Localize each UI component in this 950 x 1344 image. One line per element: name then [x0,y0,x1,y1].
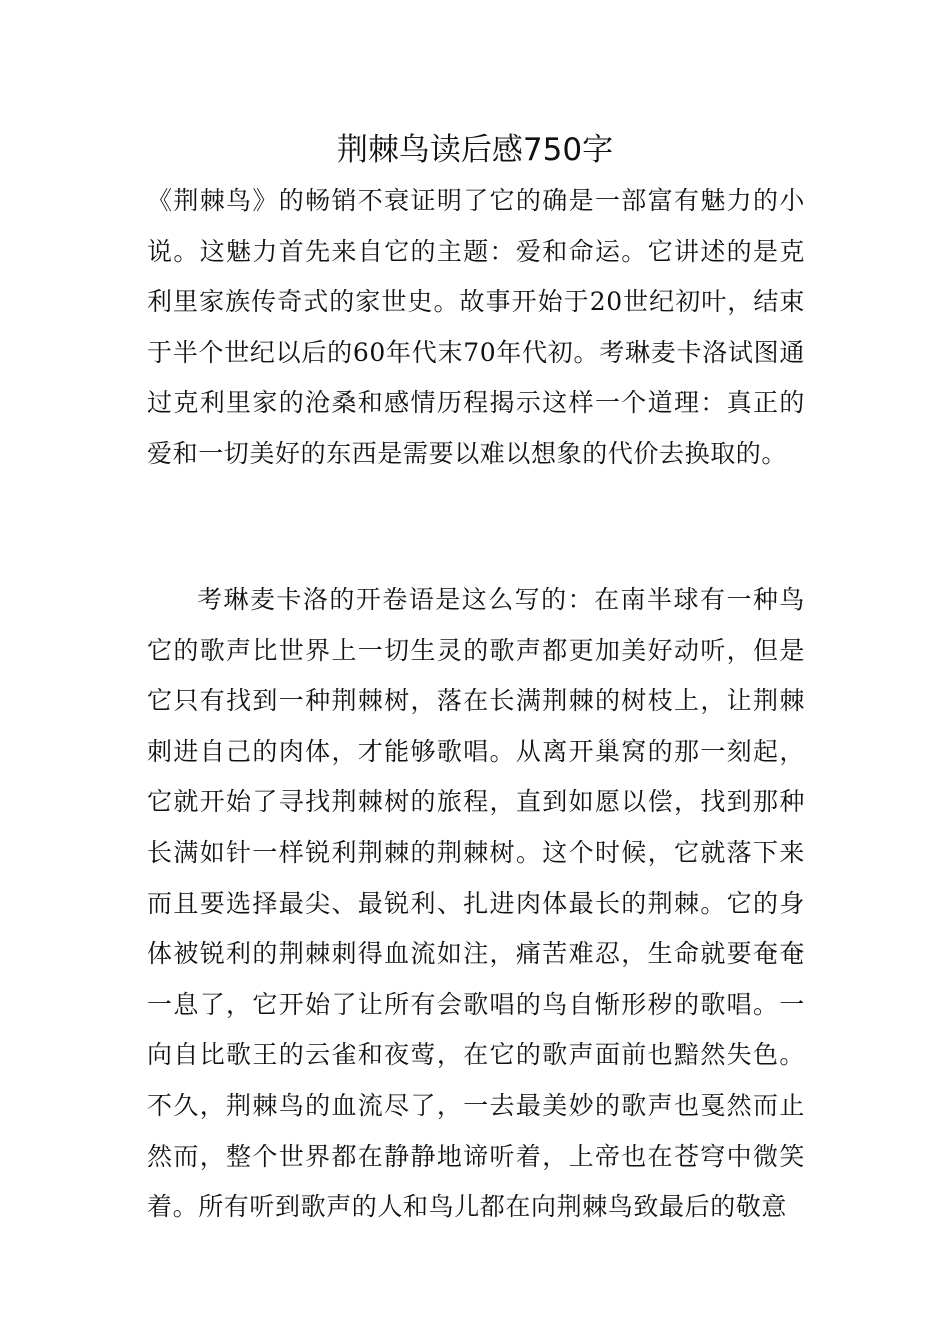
paragraph-intro: 《荆棘鸟》的畅销不衰证明了它的确是一部富有魅力的小说。这魅力首先来自它的主题：爱和命运。它讲述的是克利里家族传奇式的家世史。故事开始于20世纪初叶，结束于半个世纪以后的60年代末70年代初。考琳麦卡洛试图通过克利里家的沧桑和感情历程揭示这样一个道理：真正的爱和一切美好的东西是需要以难以想象的代价去换取的。 [147,186,805,468]
document-title: 荆棘鸟读后感750字 [336,132,614,168]
paragraph-epigraph: 考琳麦卡洛的开卷语是这么写的：在南半球有一种鸟它的歌声比世界上一切生灵的歌声都更加美好动听，但是它只有找到一种荆棘树，落在长满荆棘的树枝上，让荆棘刺进自己的肉体，才能够歌唱。从离开巢窝的那一刻起，它就开始了寻找荆棘树的旅程，直到如愿以偿，找到那种长满如针一样锐利荆棘的荆棘树。这个时候，它就落下来而且要选择最尖、最锐利、扎进肉体最长的荆棘。它的身体被锐利的荆棘刺得血流如注，痛苦难忍，生命就要奄奄一息了，它开始了让所有会歌唱的鸟自惭形秽的歌唱。一向自比歌王的云雀和夜莺，在它的歌声面前也黯然失色。不久，荆棘鸟的血流尽了，一去最美妙的歌声也戛然而止然而，整个世界都在静静地谛听着，上帝也在苍穹中微笑着。所有听到歌声的人和鸟儿都在向荆棘鸟致最后的敬意 [147,585,805,1222]
